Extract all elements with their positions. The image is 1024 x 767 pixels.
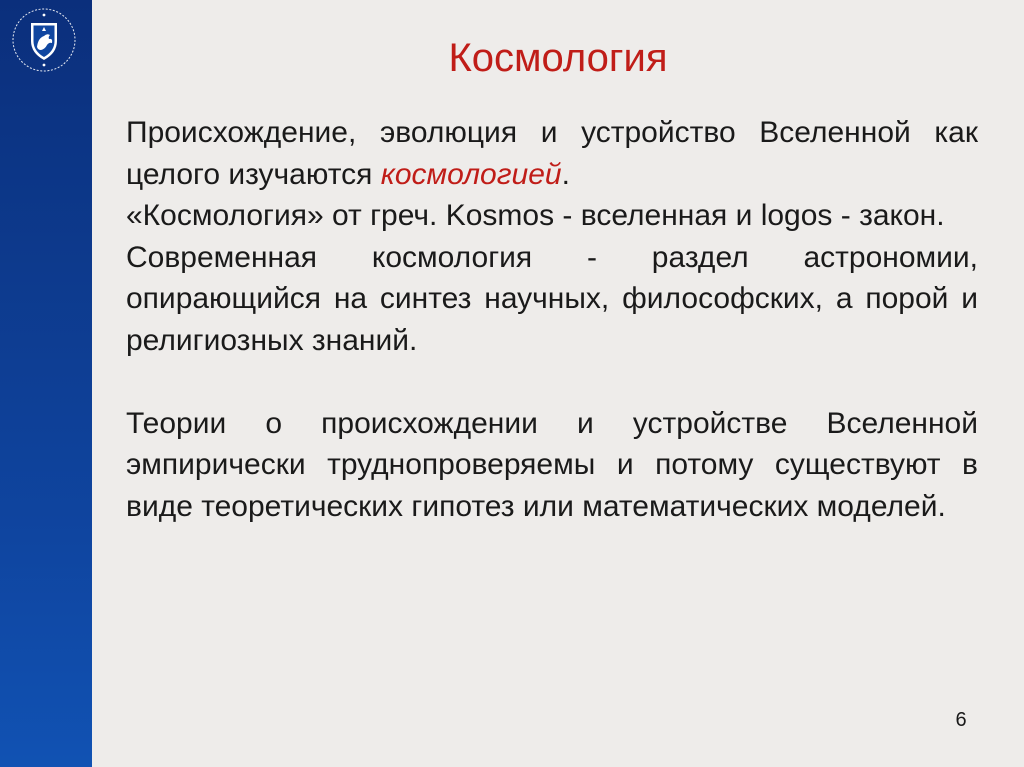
paragraph-text: «Космология» от греч. Kosmos - вселенная и logos - закон.: [126, 199, 945, 232]
sidebar-band: [0, 0, 92, 767]
body-paragraph: [126, 237, 978, 362]
paragraph-text: Современная космология - раздел астрономии, опирающийся на синтез научных, философских, а порой и религиозных знаний.: [126, 240, 978, 357]
slide-title: Космология: [448, 36, 668, 80]
body-paragraph: [126, 112, 978, 195]
slide-body: [126, 112, 978, 527]
university-emblem-icon: [9, 5, 79, 75]
paragraph-text: Теории о происхождении и устройстве Вселенной эмпирически труднопроверяемы и потому существуют в виде теоретических гипотез или математических моделей.: [126, 406, 978, 523]
emphasized-term: космологией: [380, 157, 562, 191]
body-paragraph: [126, 403, 978, 528]
paragraph-text: Происхождение, эволюция и устройство Вселенной как целого изучаются: [126, 116, 978, 191]
paragraph-text: .: [561, 157, 570, 191]
page-number: 6: [955, 709, 967, 731]
body-paragraph: [126, 195, 978, 237]
